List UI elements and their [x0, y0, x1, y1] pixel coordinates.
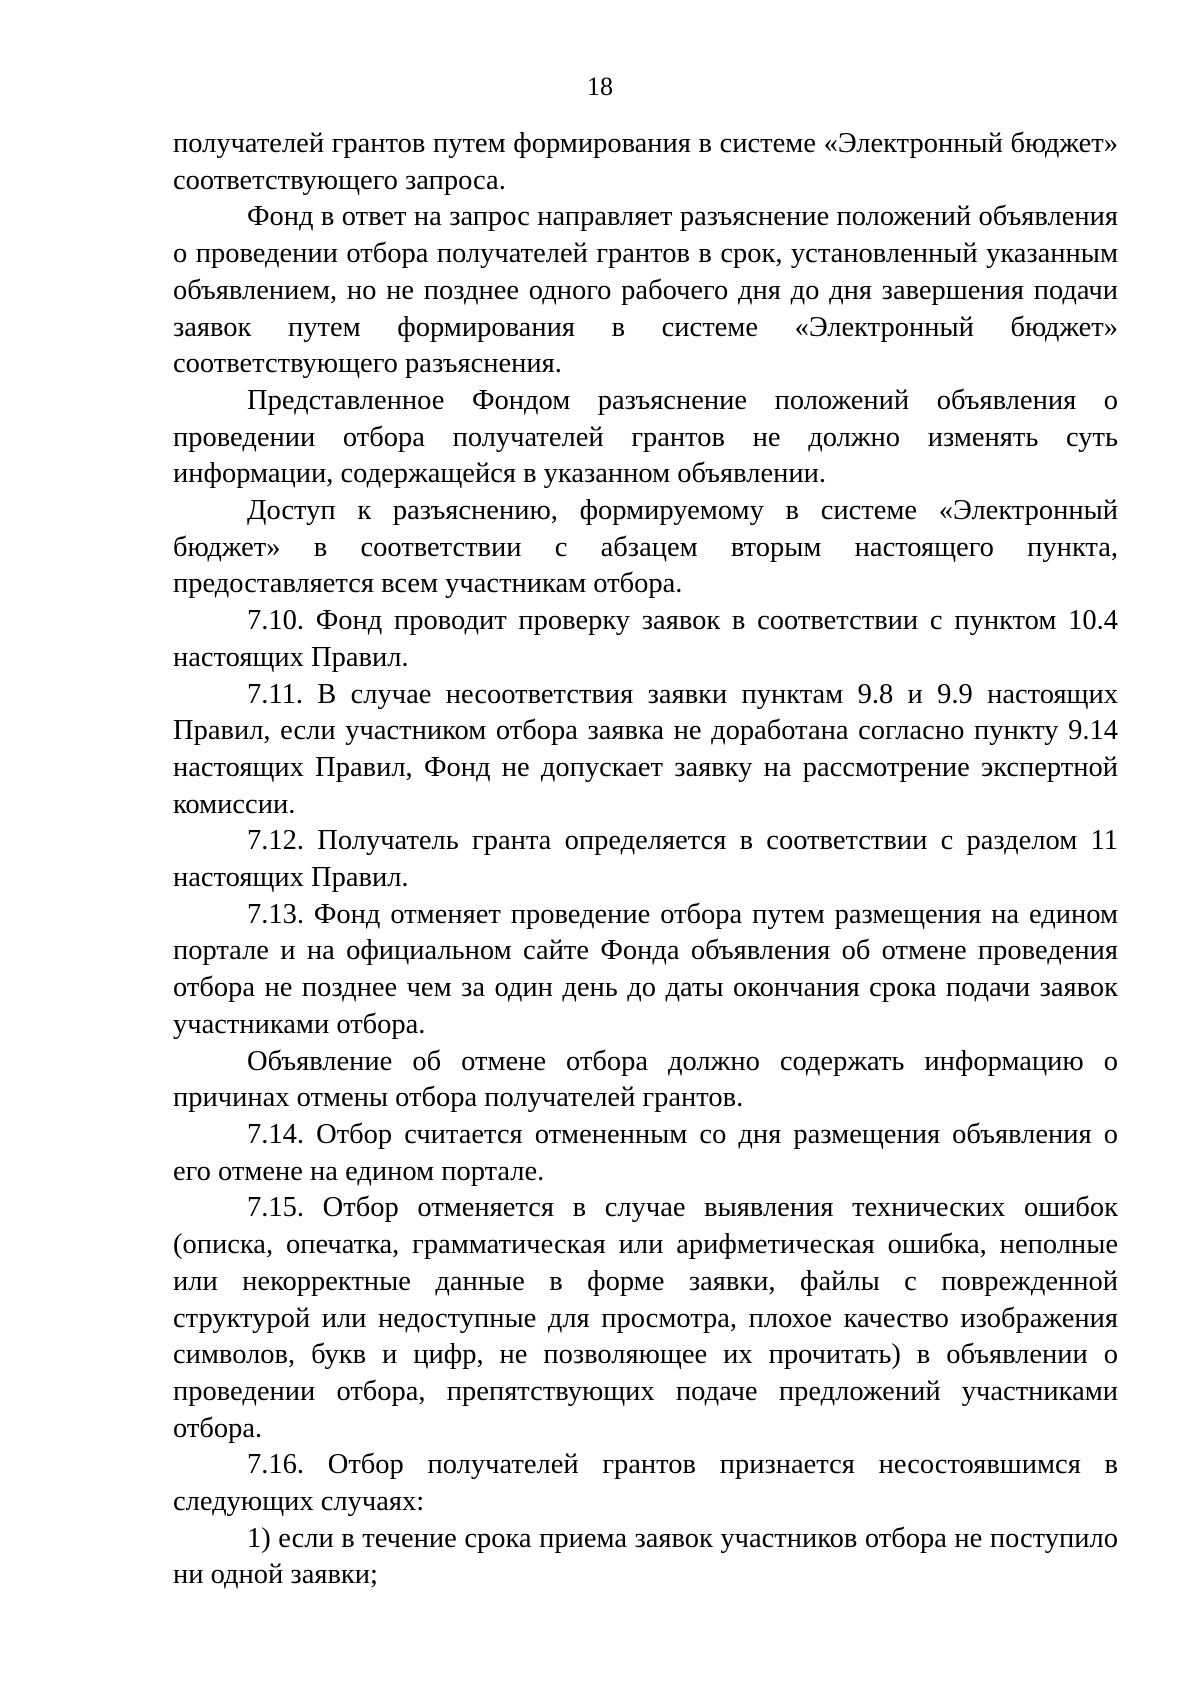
page-number: 18 — [587, 72, 613, 101]
paragraph-continuation: получателей грантов путем формирования в системе «Электронный бюджет» соответствующего запроса. — [173, 128, 1118, 196]
paragraph-7-11: 7.11. В случае несоответствия заявки пунктам 9.8 и 9.9 настоящих Правил, если участником отбора заявка не доработана согласно пункту 9.14 настоящих Правил, Фонд не допускает заявку на рассмотрение экспертной комиссии. — [173, 678, 1118, 820]
document-body — [173, 126, 1118, 1594]
paragraph-7-14: 7.14. Отбор считается отмененным со дня размещения объявления о его отмене на едином портале. — [173, 1118, 1118, 1187]
paragraph-7-15: 7.15. Отбор отменяется в случае выявления технических ошибок (описка, опечатка, грамматическая или арифметическая ошибка, неполные или некорректные данные в форме заявки, файлы с поврежденной структурой или недоступные для просмотра, плохое качество изображения символов, букв и цифр, не позволяющее их прочитать) в объявлении о проведении отбора, препятствующих подаче предложений участниками отбора. — [173, 1192, 1118, 1444]
paragraph-7-16: 7.16. Отбор получателей грантов признается несостоявшимся в следующих случаях: — [173, 1449, 1118, 1518]
paragraph-7-10: 7.10. Фонд проводит проверку заявок в соответствии с пунктом 10.4 настоящих Правил. — [173, 605, 1118, 673]
paragraph-clarification-content: Представленное Фондом разъяснение положений объявления о проведении отбора получателей грантов не должно изменять суть информации, содержащейся в указанном объявлении. — [173, 384, 1118, 490]
paragraph-7-12: 7.12. Получатель гранта определяется в соответствии с разделом 11 настоящих Правил. — [173, 825, 1118, 894]
list-item-1: 1) если в течение срока приема заявок участников отбора не поступило ни одной заявки; — [173, 1522, 1118, 1591]
paragraph-cancellation-notice: Объявление об отмене отбора должно содержать информацию о причинах отмены отбора получателей грантов. — [173, 1045, 1118, 1114]
paragraph-7-13: 7.13. Фонд отменяет проведение отбора путем размещения на едином портале и на официальном сайте Фонда объявления об отмене проведения отбора не позднее чем за один день до даты окончания срока подачи заявок участниками отбора. — [173, 898, 1118, 1040]
paragraph-fund-response: Фонд в ответ на запрос направляет разъяснение положений объявления о проведении отбора получателей грантов в срок, установленный указанным объявлением, но не позднее одного рабочего дня до дня завершения подачи заявок путем формирования в системе «Электронный бюджет» соответствующего разъяснения. — [173, 201, 1118, 380]
paragraph-clarification-access: Доступ к разъяснению, формируемому в системе «Электронный бюджет» в соответствии с абзацем вторым настоящего пункта, предоставляется всем участникам отбора. — [173, 495, 1118, 600]
